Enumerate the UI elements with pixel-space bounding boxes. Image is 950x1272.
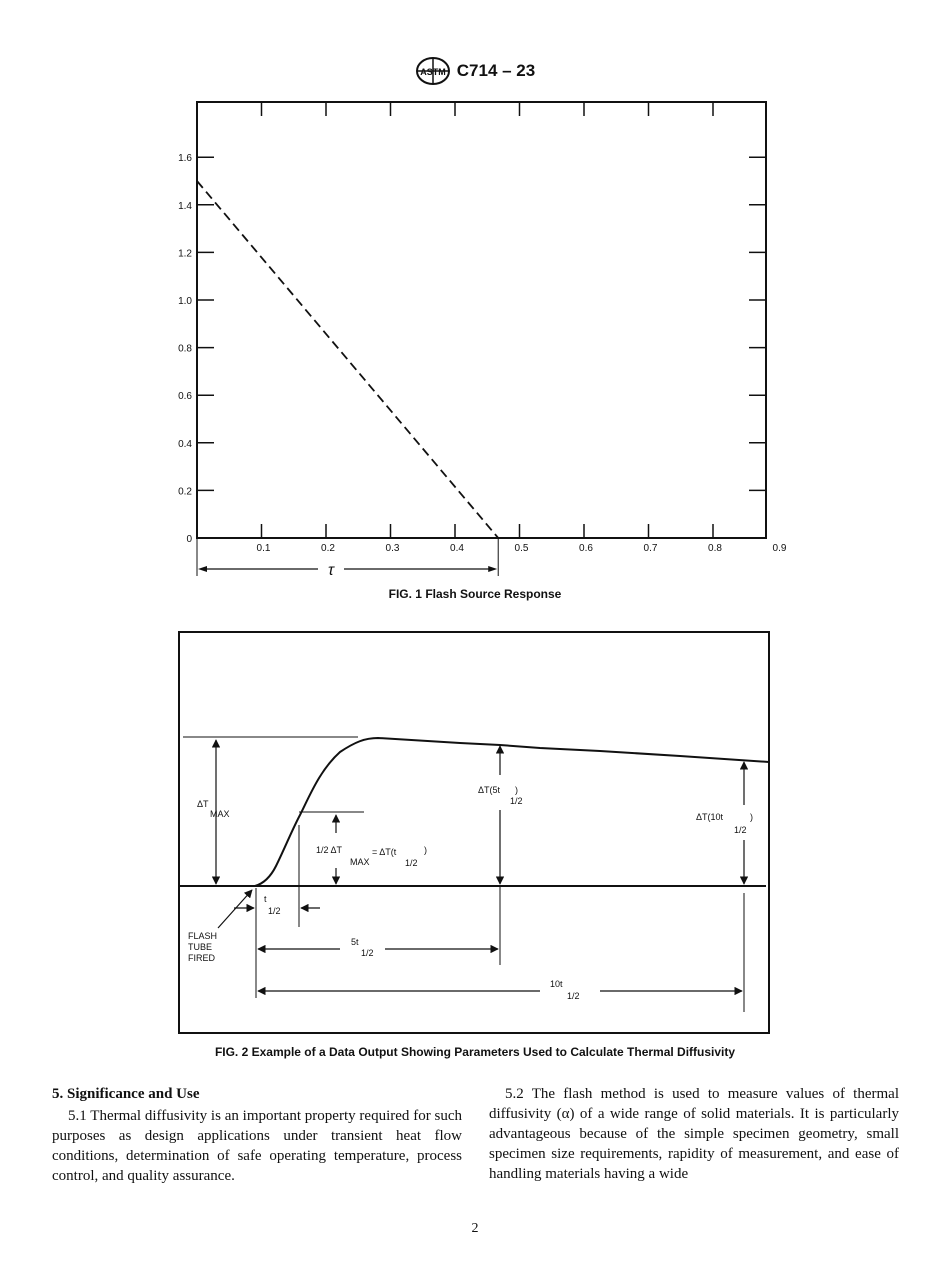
fig1-ytick-label: 0 [186,534,192,545]
fig1-ytick-label: 0.8 [178,343,192,355]
fig1-ytick-label: 0.6 [178,391,192,403]
fig2-label-10t: 10t [550,979,563,989]
fig2-label-half-eq-sub: 1/2 [405,858,418,868]
fig2-label-flash: FLASH [188,931,218,941]
left-column [52,1084,462,1186]
fig2-label-half-sub: MAX [350,857,370,867]
fig2-label-dt5-sub: 1/2 [510,796,523,806]
fig1-ytick-label: 1.0 [178,296,192,307]
fig2-label-thalf-sub: 1/2 [268,906,281,916]
paragraph-5-2: 5.2 The flash method is used to measure values of thermal diffusivity (α) of a wide range of solid materials. It is particularly advantageous because of the simple specimen geometry, small specimen size requirements, rapidity of measurement, and ease of handling materials having a wide [489,1086,899,1182]
fig1-xtick-label: 0.6 [579,543,593,554]
fig1-xtick-label: 0.3 [385,543,400,554]
fig1-ytick-label: 1.6 [178,153,192,165]
fig1-xtick-label: 0.5 [514,543,529,554]
fig2-label-10t-sub: 1/2 [567,991,580,1001]
paragraph-5-1: 5.1 Thermal diffusivity is an important property required for such purposes as design applications under transient heat flow conditions, determination of safe operating temperature, process control, and quality assurance. [52,1108,462,1184]
fig2-label-5t: 5t [351,937,359,947]
fig2-flash-arrow [218,890,252,928]
astm-logo-text: ASTM [420,67,446,77]
fig2-label-dt10-close: ) [750,812,753,822]
page-number: 2 [471,1221,479,1236]
fig1-ytick-label: 1.2 [178,248,192,260]
fig1-xtick-label: 0.1 [256,543,271,554]
fig1-xtick-label: 0.9 [772,543,787,554]
fig2-label-dt5: ΔT(5t [478,785,501,795]
fig2-label-fired: FIRED [188,953,215,963]
fig1-xtick-label: 0.8 [708,543,722,554]
fig2-label-dt10-sub: 1/2 [734,825,747,835]
fig2-caption: FIG. 2 Example of a Data Output Showing Parameters Used to Calculate Thermal Diffusivity [214,1045,736,1059]
fig2-label-tube: TUBE [188,942,213,952]
fig2-label-half-eq-close: ) [424,845,427,855]
fig1-xtick-label: 0.2 [321,543,335,554]
document-id: C714 – 23 [456,61,536,80]
fig2-label-5t-sub: 1/2 [361,948,374,958]
fig2-label-half: 1/2 ΔT [316,845,343,855]
fig1-caption: FIG. 1 Flash Source Response [388,587,562,601]
fig1-ytick-label: 0.2 [178,486,192,498]
fig1-xtick-label: 0.7 [643,543,658,554]
fig1-ytick-label: 0.4 [178,438,192,450]
fig2-label-dt5-close: ) [515,785,518,795]
fig1-xtick-label: 0.4 [450,543,464,554]
fig2-label-dtmax: ΔT [197,799,209,809]
fig2-label-dt10: ΔT(10t [696,812,724,822]
fig2-frame [179,632,769,1033]
fig2-label-dtmax-sub: MAX [210,809,230,819]
fig1-ytick-label: 1.4 [178,200,192,212]
fig2-label-half-eq: = ΔT(t [372,847,397,857]
fig1-tau-label: τ [328,562,334,579]
fig2-label-thalf: t [264,894,267,904]
right-column [489,1084,899,1184]
section-heading: 5. Significance and Use [52,1086,200,1102]
